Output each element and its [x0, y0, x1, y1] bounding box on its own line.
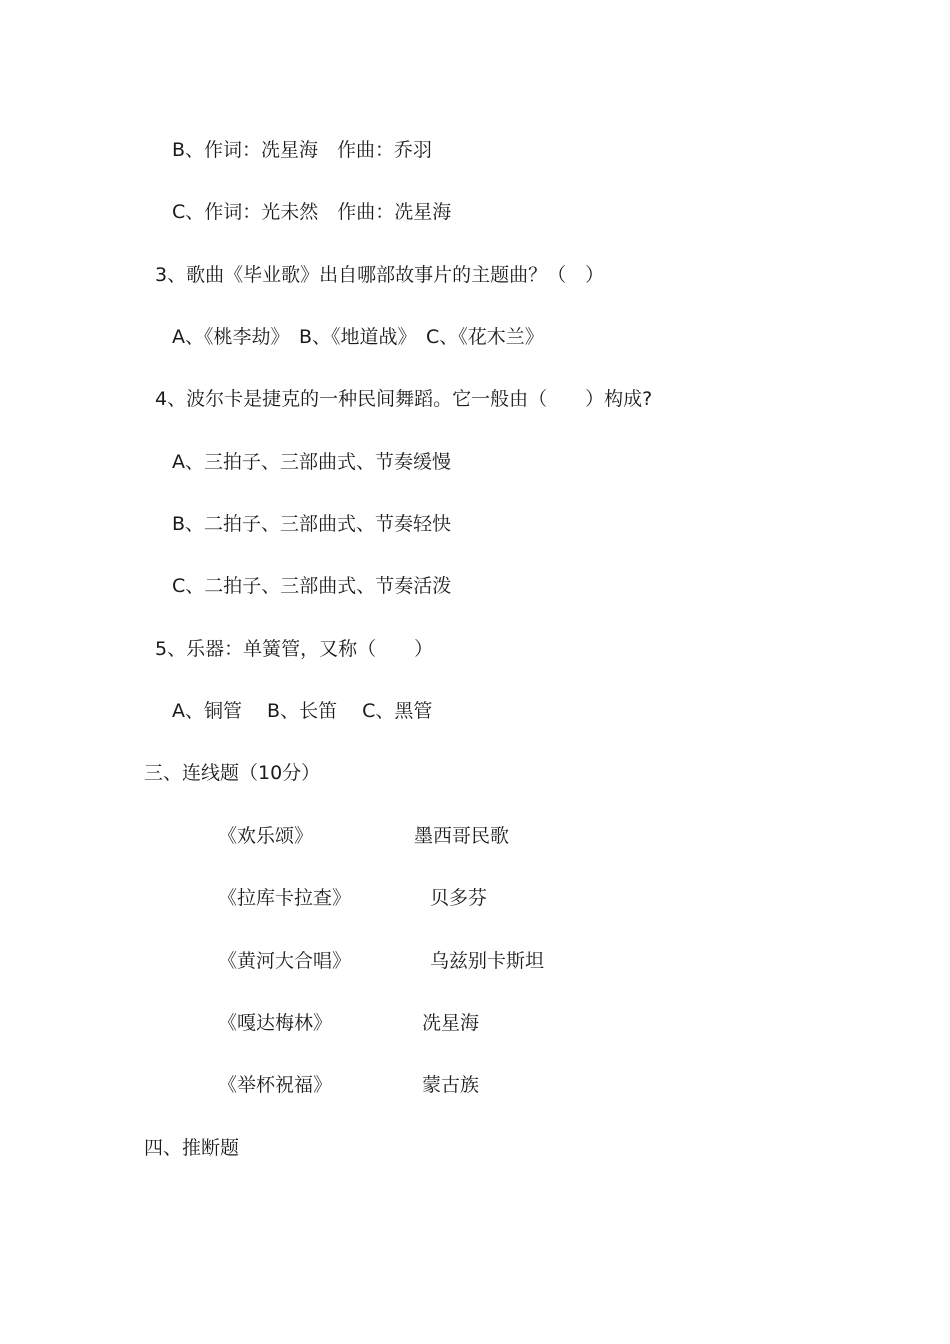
match-right-item: 冼星海 — [422, 1012, 480, 1034]
match-right-item: 蒙古族 — [422, 1074, 480, 1096]
q2-option-b: B、作词：冼星海 作曲：乔羽 — [172, 139, 433, 161]
section4-title: 四、推断题 — [144, 1137, 240, 1159]
q3-options: A、《桃李劫》 B、《地道战》 C、《花木兰》 — [172, 326, 544, 348]
match-right-item: 乌兹别卡斯坦 — [430, 950, 545, 972]
section3-title: 三、连线题（10分） — [144, 762, 321, 784]
q4-option-c: C、二拍子、三部曲式、节奏活泼 — [172, 575, 452, 597]
match-left-item: 《拉库卡拉查》 — [218, 887, 352, 909]
match-left-item: 《举杯祝福》 — [218, 1074, 333, 1096]
match-left-item: 《黄河大合唱》 — [218, 950, 352, 972]
match-left-item: 《嘎达梅林》 — [218, 1012, 333, 1034]
q2-option-c: C、作词：光未然 作曲：冼星海 — [172, 201, 452, 223]
match-right-item: 墨西哥民歌 — [414, 825, 510, 847]
q5-question: 5、乐器：单簧管，又称（ ） — [155, 638, 434, 660]
match-right-item: 贝多芬 — [430, 887, 488, 909]
match-left-item: 《欢乐颂》 — [218, 825, 314, 847]
q4-option-b: B、二拍子、三部曲式、节奏轻快 — [172, 513, 452, 535]
q4-option-a: A、三拍子、三部曲式、节奏缓慢 — [172, 451, 451, 473]
q4-question: 4、波尔卡是捷克的一种民间舞蹈。它一般由（ ）构成? — [155, 388, 653, 410]
q5-options: A、铜管 B、长笛 C、黑管 — [172, 700, 433, 722]
q3-question: 3、歌曲《毕业歌》出自哪部故事片的主题曲？（ ） — [155, 264, 605, 286]
